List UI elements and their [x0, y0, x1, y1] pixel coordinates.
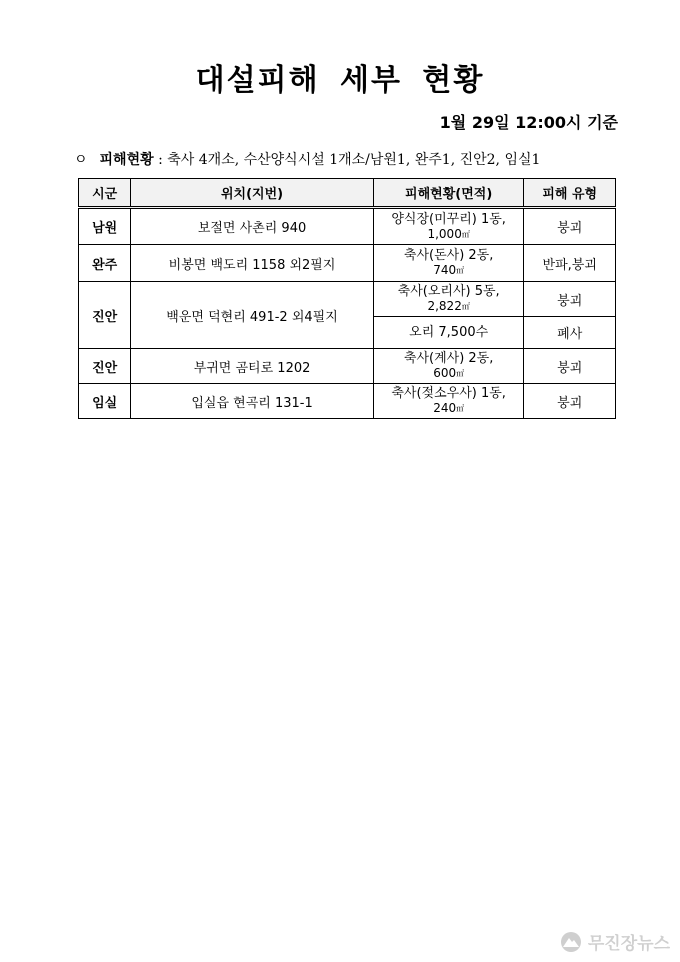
location-cell: 부귀면 곰티로 1202: [131, 349, 374, 384]
watermark-text: 무진장뉴스: [587, 934, 670, 954]
type-cell: 붕괴: [524, 208, 616, 245]
area-unit: ㎡: [461, 302, 470, 311]
table-row: [79, 349, 616, 384]
summary-label: 피해현황: [99, 152, 154, 168]
location-cell: 입실읍 현곡리 131-1: [131, 384, 374, 419]
type-cell: 반파,붕괴: [524, 245, 616, 282]
type-cell: 폐사: [524, 317, 616, 349]
table-row: [79, 384, 616, 419]
damage-cell: [373, 208, 524, 245]
region-cell: 임실: [79, 384, 131, 419]
location-cell: 비봉면 백도리 1158 외2필지: [131, 245, 374, 282]
reference-date: 1월 29일 12:00시 기준: [439, 113, 618, 132]
area-value: 1,000: [427, 226, 462, 241]
location-cell: 백운면 덕현리 491-2 외4필지: [131, 282, 374, 349]
damage-cell: [373, 245, 524, 282]
area-value: 740: [433, 263, 457, 277]
header-damage: 피해현황(면적): [373, 179, 524, 208]
damage-text: 축사(돈사) 2동,: [403, 248, 494, 263]
type-cell: 붕괴: [524, 282, 616, 317]
damage-table: [78, 178, 616, 419]
header-type: 피해 유형: [524, 179, 616, 208]
area-value: 600: [433, 366, 457, 380]
area-unit: ㎡: [456, 266, 465, 275]
table-row: [79, 282, 616, 317]
header-location: 위치(지번): [131, 179, 374, 208]
location-cell: 보절면 사촌리 940: [131, 208, 374, 245]
region-cell: 진안: [79, 282, 131, 349]
area-unit: ㎡: [461, 229, 470, 239]
damage-cell: 오리 7,500수: [373, 317, 524, 349]
bullet-icon: ㅇ: [74, 152, 88, 168]
damage-summary: [74, 149, 540, 169]
type-cell: 붕괴: [524, 384, 616, 419]
region-cell: 남원: [79, 208, 131, 245]
table-row: [79, 245, 616, 282]
page-title: 대설피해 세부 현황: [195, 63, 485, 98]
damage-cell: [373, 282, 524, 317]
region-cell: 진안: [79, 349, 131, 384]
area-value: 2,822: [427, 299, 462, 313]
damage-text: 축사(젖소우사) 1동,: [391, 386, 506, 401]
damage-cell: [373, 384, 524, 419]
damage-text: 양식장(미꾸리) 1동,: [391, 211, 506, 227]
damage-text: 축사(오리사) 5동,: [397, 284, 500, 299]
area-value: 240: [433, 401, 457, 415]
header-region: 시군: [79, 179, 131, 208]
damage-text: 축사(계사) 2동,: [403, 351, 494, 366]
table-header-row: [79, 179, 616, 208]
mountain-logo-icon: [560, 931, 582, 953]
table-row: [79, 208, 616, 245]
summary-text: : 축사 4개소, 수산양식시설 1개소/남원1, 완주1, 진안2, 임실1: [158, 152, 541, 168]
area-unit: ㎡: [456, 369, 465, 378]
watermark: [560, 929, 670, 954]
type-cell: 붕괴: [524, 349, 616, 384]
area-unit: ㎡: [456, 404, 465, 413]
region-cell: 완주: [79, 245, 131, 282]
damage-cell: [373, 349, 524, 384]
